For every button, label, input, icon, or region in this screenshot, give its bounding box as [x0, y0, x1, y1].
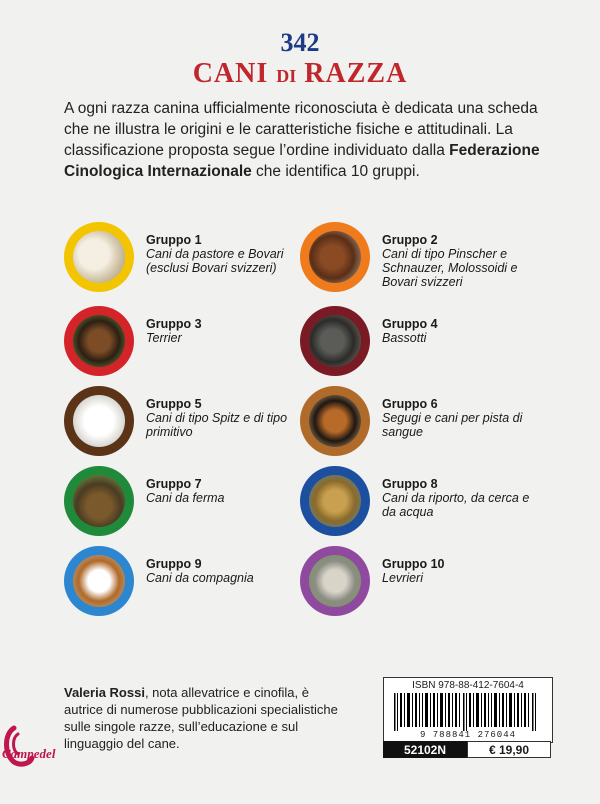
group-text — [146, 557, 296, 585]
group-badge — [64, 546, 134, 616]
group-title: Gruppo 2 — [382, 233, 438, 247]
author-bio — [64, 684, 344, 752]
group-badge — [300, 222, 370, 292]
group-description: Segugi e cani per pista di sangue — [382, 411, 523, 439]
group-title: Gruppo 3 — [146, 317, 202, 331]
group-badge — [300, 306, 370, 376]
group-text — [146, 477, 296, 505]
intro-text-1: A ogni razza canina ufficialmente riconosciuta è dedicata una scheda che ne illustra le origini e le caratteristiche fisiche e attitudinali. La classificazione proposta segue l’ordine individuato dalla — [64, 100, 538, 159]
dog-photo-bassotto-icon — [309, 315, 361, 367]
group-item — [64, 222, 296, 292]
group-description: Cani da compagnia — [146, 571, 254, 585]
group-title: Gruppo 4 — [382, 317, 438, 331]
group-text — [146, 233, 296, 275]
group-title: Gruppo 7 — [146, 477, 202, 491]
group-item — [300, 546, 532, 616]
group-item — [300, 466, 532, 536]
group-title: Gruppo 10 — [382, 557, 445, 571]
group-text — [146, 397, 296, 439]
group-title: Gruppo 1 — [146, 233, 202, 247]
logo-text: Campedel — [2, 746, 56, 761]
group-badge — [64, 386, 134, 456]
group-title: Gruppo 5 — [146, 397, 202, 411]
group-description: Cani da pastore e Bovari (esclusi Bovari svizzeri) — [146, 247, 284, 275]
group-item — [64, 546, 296, 616]
group-title: Gruppo 9 — [146, 557, 202, 571]
group-description: Bassotti — [382, 331, 427, 345]
group-item — [300, 222, 532, 292]
group-badge — [300, 386, 370, 456]
group-badge — [64, 306, 134, 376]
author-name: Valeria Rossi — [64, 685, 145, 700]
book-title — [0, 58, 600, 90]
price-label: € 19,90 — [467, 741, 551, 758]
intro-bold: Federazione Cinologica Internazionale — [64, 142, 540, 180]
dog-photo-levriero-icon — [309, 555, 361, 607]
product-code: 52102N — [383, 741, 467, 758]
group-description: Terrier — [146, 331, 182, 345]
group-description: Levrieri — [382, 571, 423, 585]
group-description: Cani di tipo Spitz e di tipo primitivo — [146, 411, 288, 439]
dog-photo-ferma-icon — [73, 475, 125, 527]
intro-paragraph — [64, 98, 554, 182]
group-text — [382, 317, 532, 345]
group-item — [64, 306, 296, 376]
author-text: , nota allevatrice e cinofila, è autrice di numerose pubblicazioni specialistiche sulle singole razze, sull’educazione e sul linguaggio del cane. — [64, 685, 338, 751]
group-description: Cani di tipo Pinscher e Schnauzer, Molossoidi e Bovari svizzeri — [382, 247, 518, 289]
group-title: Gruppo 8 — [382, 477, 438, 491]
dog-photo-pastore-icon — [73, 231, 125, 283]
dog-photo-segugio-icon — [309, 395, 361, 447]
group-text — [382, 233, 532, 289]
group-text — [146, 317, 296, 345]
title-part-2: RAZZA — [296, 58, 408, 89]
isbn-label: ISBN 978-88-412-7604-4 — [412, 680, 524, 691]
group-text — [382, 397, 532, 439]
group-item — [300, 386, 532, 456]
group-description: Cani da riporto, da cerca e da acqua — [382, 491, 530, 519]
dog-photo-spitz-icon — [73, 395, 125, 447]
group-title: Gruppo 6 — [382, 397, 438, 411]
group-badge — [64, 466, 134, 536]
title-number: 342 — [280, 28, 320, 57]
group-item — [64, 466, 296, 536]
group-item — [64, 386, 296, 456]
dog-photo-terrier-icon — [73, 315, 125, 367]
group-text — [382, 477, 532, 519]
barcode-box — [383, 677, 553, 743]
group-text — [382, 557, 532, 585]
group-item — [300, 306, 532, 376]
dog-photo-molosso-icon — [309, 231, 361, 283]
group-badge — [64, 222, 134, 292]
group-badge — [300, 546, 370, 616]
barcode-digits: 9 788841 276044 — [419, 730, 516, 740]
title-small: DI — [276, 66, 297, 86]
group-description: Cani da ferma — [146, 491, 225, 505]
intro-text-2: che identifica 10 gruppi. — [251, 163, 420, 180]
dog-photo-riporto-icon — [309, 475, 361, 527]
title-part-1: CANI — [192, 58, 277, 89]
group-badge — [300, 466, 370, 536]
dog-photo-compagnia-icon — [73, 555, 125, 607]
barcode-icon — [392, 693, 544, 731]
